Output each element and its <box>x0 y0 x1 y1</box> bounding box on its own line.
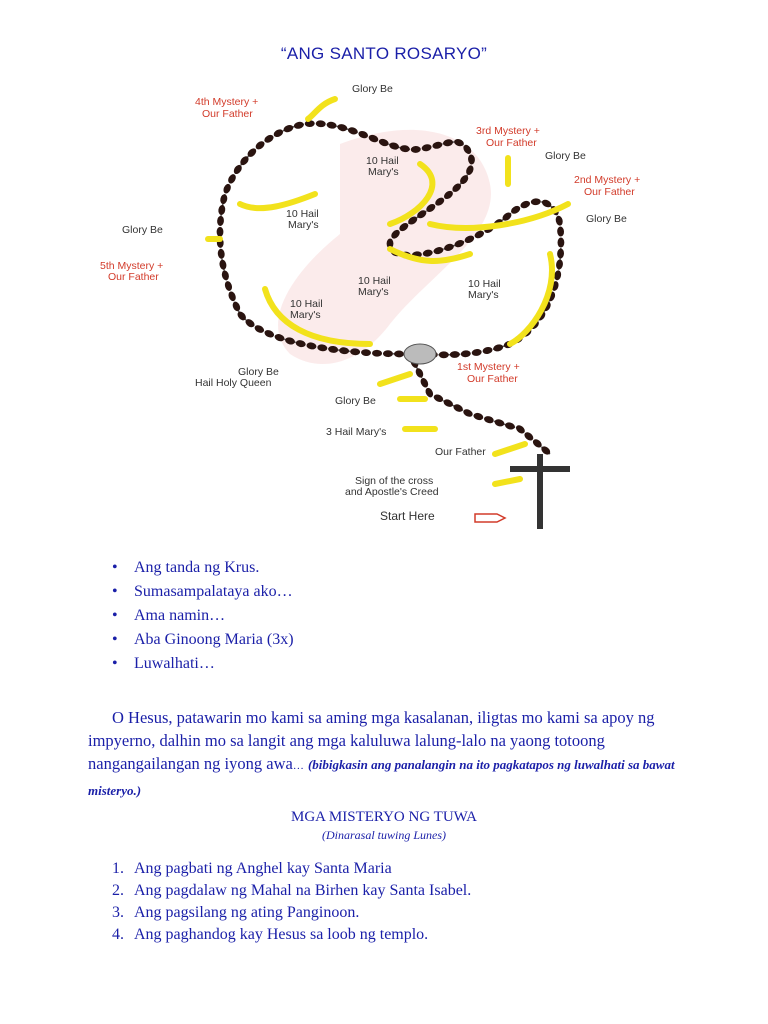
label-glory-be-right1: Glory Be <box>545 150 586 162</box>
label-2nd-mystery-2: Our Father <box>584 186 635 198</box>
rosary-bead <box>231 301 241 313</box>
label-10-hail-b1: 10 Hail <box>286 208 319 220</box>
rosary-bead <box>293 121 304 130</box>
list-item: • Ang tanda ng Krus. <box>112 556 294 580</box>
rosary-bead <box>541 198 553 209</box>
label-10-hail-b2: Mary's <box>288 219 319 231</box>
list-item: 4. Ang paghandog kay Hesus sa loob ng templo. <box>112 926 429 943</box>
label-3rd-mystery-1: 3rd Mystery + <box>476 125 540 137</box>
label-10-hail-c1: 10 Hail <box>358 275 391 287</box>
rosary-bead <box>555 259 563 270</box>
label-our-father: Our Father <box>435 446 486 458</box>
rosary-bead <box>414 367 425 379</box>
list-item: 1. Ang pagbati ng Anghel kay Santa Maria <box>112 860 392 877</box>
rosary-bead <box>326 121 337 130</box>
label-10-hail-c2: Mary's <box>358 286 389 298</box>
page-title: “ANG SANTO ROSARYO” <box>280 44 488 63</box>
label-glory-be-hail-1: Glory Be <box>238 366 279 378</box>
rosary-bead <box>514 424 526 436</box>
label-3-hail-marys: 3 Hail Mary's <box>326 426 387 438</box>
rosary-bead <box>462 408 474 419</box>
rosary-bead <box>219 194 228 205</box>
rosary-bead <box>523 431 535 443</box>
label-glory-be-hail-2: Hail Holy Queen <box>195 377 272 389</box>
rosary-bead <box>519 199 531 209</box>
center-medal <box>404 344 436 364</box>
rosary-bead <box>221 270 230 281</box>
rosary-bead <box>272 128 284 139</box>
rosary-diagram <box>90 74 710 544</box>
rosary-bead <box>372 350 382 357</box>
label-4th-mystery-2: Our Father <box>202 108 253 120</box>
label-1st-mystery-2: Our Father <box>467 373 518 385</box>
label-2nd-mystery-1: 2nd Mystery + <box>574 174 641 186</box>
rosary-bead <box>222 183 232 195</box>
label-10-hail-e1: 10 Hail <box>290 298 323 310</box>
rosary-bead <box>218 204 226 215</box>
rosary-bead <box>482 346 493 355</box>
rosary-bead <box>419 377 430 389</box>
label-glory-be-right2: Glory Be <box>586 213 627 225</box>
rosary-bead <box>558 238 565 248</box>
rosary-bead <box>557 248 564 258</box>
rosary-bead <box>531 198 541 205</box>
rosary-bead <box>504 421 516 430</box>
label-1st-mystery-1: 1st Mystery + <box>457 361 520 373</box>
mysteries-list <box>112 858 471 946</box>
label-glory-be-top: Glory Be <box>352 83 393 95</box>
section-title: MGA MISTERYO NG TUWA <box>291 809 477 825</box>
rosary-bead <box>227 173 238 185</box>
label-10-hail-a2: Mary's <box>368 166 399 178</box>
rosary-bead <box>227 290 237 302</box>
rosary-bead <box>439 351 449 358</box>
pointing-hand-icon <box>475 514 505 522</box>
rosary-bead <box>461 350 472 358</box>
rosary-bead <box>347 126 359 136</box>
label-glory-be-bottom: Glory Be <box>335 395 376 407</box>
rosary-bead <box>531 438 543 450</box>
rosary-bead <box>494 418 506 427</box>
rosary-bead <box>555 215 564 226</box>
rosary-bead <box>383 350 393 357</box>
list-item: 3. Ang pagsilang ng ating Panginoon. <box>112 904 360 921</box>
rosary-bead <box>217 227 224 237</box>
list-item: • Ama namin… <box>112 604 294 628</box>
label-10-hail-a1: 10 Hail <box>366 155 399 167</box>
rosary-bead <box>483 415 495 424</box>
label-5th-mystery-1: 5th Mystery + <box>100 260 164 272</box>
list-item: • Sumasampalataya ako… <box>112 580 294 604</box>
list-item: 2. Ang pagdalaw ng Mahal na Birhen kay Santa Isabel. <box>112 882 472 899</box>
rosary-bead <box>217 248 225 259</box>
rosary-bead <box>557 226 564 236</box>
label-10-hail-d2: Mary's <box>468 289 499 301</box>
prayer-paragraph <box>88 706 688 802</box>
label-10-hail-e2: Mary's <box>290 309 321 321</box>
label-sign-cross-1: Sign of the cross <box>355 475 434 487</box>
section-subtitle: (Dinarasal tuwing Lunes) <box>321 828 446 842</box>
label-glory-be-left: Glory Be <box>122 224 163 236</box>
crucifix-icon <box>510 454 570 529</box>
rosary-bead <box>219 259 228 270</box>
rosary-bead <box>315 120 326 128</box>
prayer-note: (bibigkasin ang panalangin na ito pagkatapos ng luwalhati sa bawat misteryo.) <box>88 757 675 798</box>
rosary-bead <box>337 123 348 132</box>
rosary-bead <box>263 133 275 144</box>
rosary-bead <box>263 329 275 339</box>
rosary-bead <box>471 348 482 356</box>
prayer-dots: … <box>292 760 304 772</box>
label-5th-mystery-2: Our Father <box>108 271 159 283</box>
rosary-bead <box>492 343 503 352</box>
rosary-bead <box>394 350 404 357</box>
label-sign-cross-2: and Apostle's Creed <box>345 486 439 498</box>
rosary-bead <box>432 393 444 404</box>
label-4th-mystery-1: 4th Mystery + <box>195 96 259 108</box>
rosary-bead <box>217 216 225 227</box>
label-3rd-mystery-2: Our Father <box>486 137 537 149</box>
label-start-here: Start Here <box>380 509 435 523</box>
list-item: • Aba Ginoong Maria (3x) <box>112 628 294 652</box>
rosary-bead <box>452 403 464 414</box>
rosary-bead <box>283 124 295 134</box>
rosary-bead <box>450 351 460 358</box>
steps-list <box>112 556 294 676</box>
rosary-bead <box>442 398 454 409</box>
rosary-bead <box>253 324 265 335</box>
label-10-hail-d1: 10 Hail <box>468 278 501 290</box>
list-item: • Luwalhati… <box>112 652 294 676</box>
rosary-bead <box>473 412 485 421</box>
rosary-bead <box>224 280 234 292</box>
prayer-text: O Hesus, patawarin mo kami sa aming mga kasalanan, iligtas mo kami sa apoy ng impyerno, dalhin mo sa langit ang mga kaluluwa lalung-lalo na yaong totoong nangangailangan ng iyong awa <box>88 708 655 773</box>
